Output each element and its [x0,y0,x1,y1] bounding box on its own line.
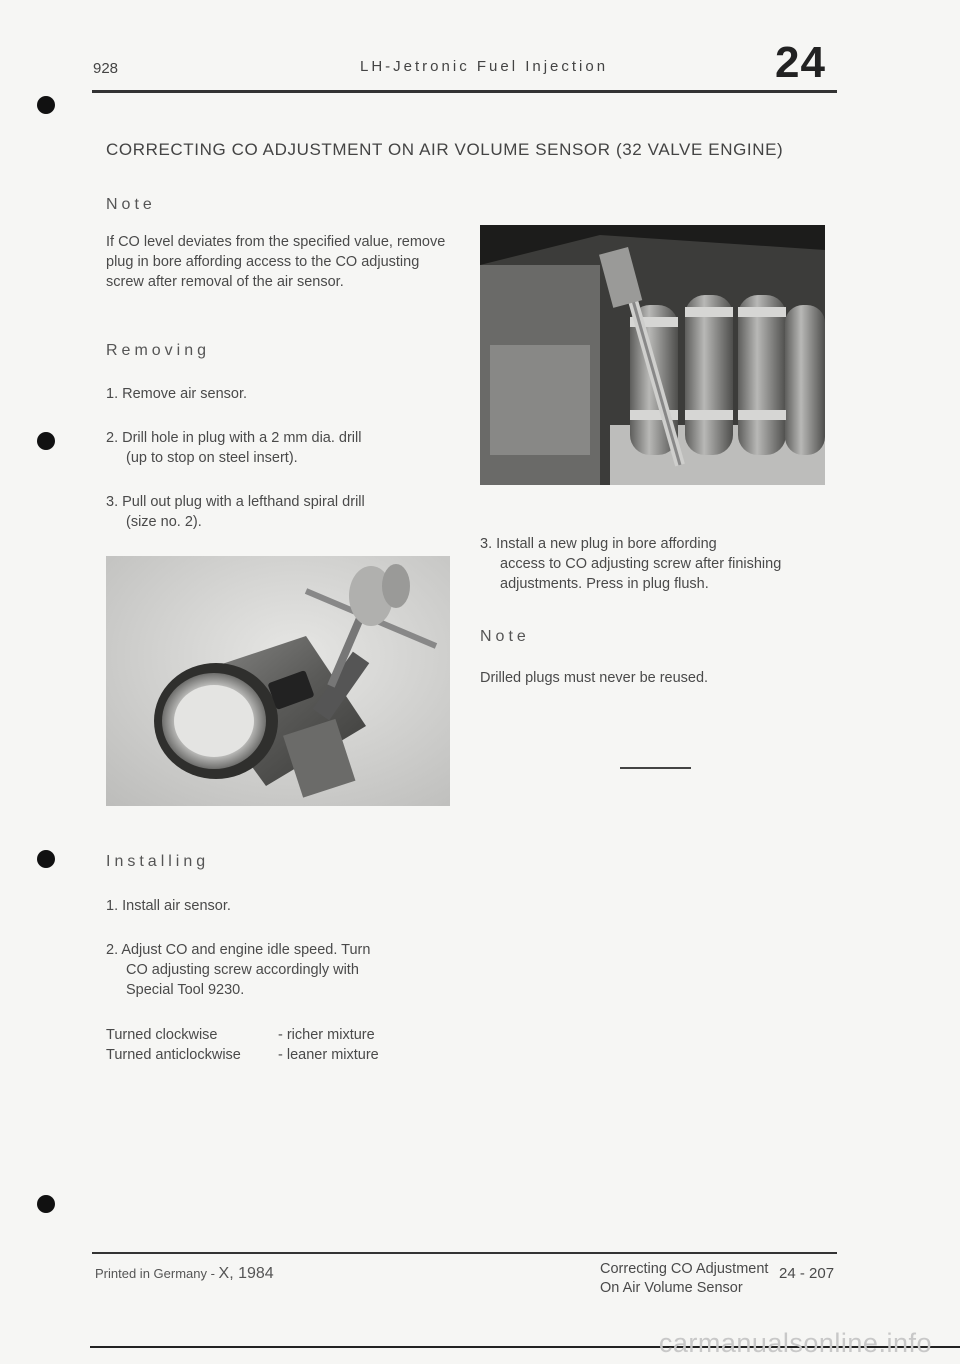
binder-hole [37,1195,55,1213]
binder-hole [37,850,55,868]
footer-page-ref: 24 - 207 [779,1265,835,1282]
step-text-cont: CO adjusting screw accordingly with Special Tool 9230. [126,962,359,998]
footer-printed [95,1265,274,1283]
page-title: CORRECTING CO ADJUSTMENT ON AIR VOLUME SENSOR (32 VALVE ENGINE) [106,140,784,159]
turn-direction: Turned anticlockwise [106,1047,241,1063]
step-text: 2. Drill hole in plug with a 2 mm dia. drill [106,430,362,446]
binder-hole [37,432,55,450]
note-label: Note [106,196,156,213]
step-text-cont: access to CO adjusting screw after finishing adjustments. Press in plug flush. [500,556,782,592]
note-label-2: Note [480,628,530,645]
turn-row-anticlockwise [106,1045,379,1065]
turn-direction: Turned clockwise [106,1027,218,1043]
air-sensor-photo [106,556,450,806]
removing-label: Removing [106,342,211,359]
header-page-model: 928 [93,60,119,77]
turn-row-clockwise [106,1025,375,1045]
removing-step-3 [106,492,461,532]
step-text: 3. Install a new plug in bore affording [480,536,717,552]
watermark [0,1328,960,1364]
air-sensor-illustration [106,556,450,806]
header-chapter-number: 24 [775,38,826,87]
step-text: 1. Remove air sensor. [106,386,248,402]
header-running-title: LH-Jetronic Fuel Injection [360,58,609,75]
step-text-cont: (up to stop on steel insert). [126,450,298,466]
footer-section-title: Correcting CO Adjustment On Air Volume Sensor [600,1261,769,1296]
footer-rule [92,1252,837,1254]
turn-result: - richer mixture [278,1027,375,1043]
step-text: 1. Install air sensor. [106,898,231,914]
step-text: 2. Adjust CO and engine idle speed. Turn [106,942,371,958]
binder-hole [37,96,55,114]
step-text: 3. Pull out plug with a lefthand spiral drill [106,494,365,510]
engine-bay-photo [480,225,825,485]
installing-label: Installing [106,853,210,870]
watermark-text: carmanualsonline.info [658,1328,932,1358]
turn-result: - leaner mixture [278,1047,379,1063]
footer-printed-date: X, 1984 [218,1265,274,1282]
header-rule [92,90,837,93]
note-text-2: Drilled plugs must never be reused. [480,670,709,686]
installing-step-3 [480,534,830,594]
footer-printed-prefix: Printed in Germany - [95,1266,219,1281]
removing-step-2 [106,428,461,468]
note-text: If CO level deviates from the specified value, remove plug in bore affording access to the CO adjusting screw after removal of the air sensor. [106,234,446,290]
section-end-rule [620,767,691,769]
step-text-cont: (size no. 2). [126,514,202,530]
installing-step-1 [106,896,461,916]
installing-step-2 [106,940,406,1000]
removing-step-1 [106,384,461,404]
engine-bay-illustration [480,225,825,485]
